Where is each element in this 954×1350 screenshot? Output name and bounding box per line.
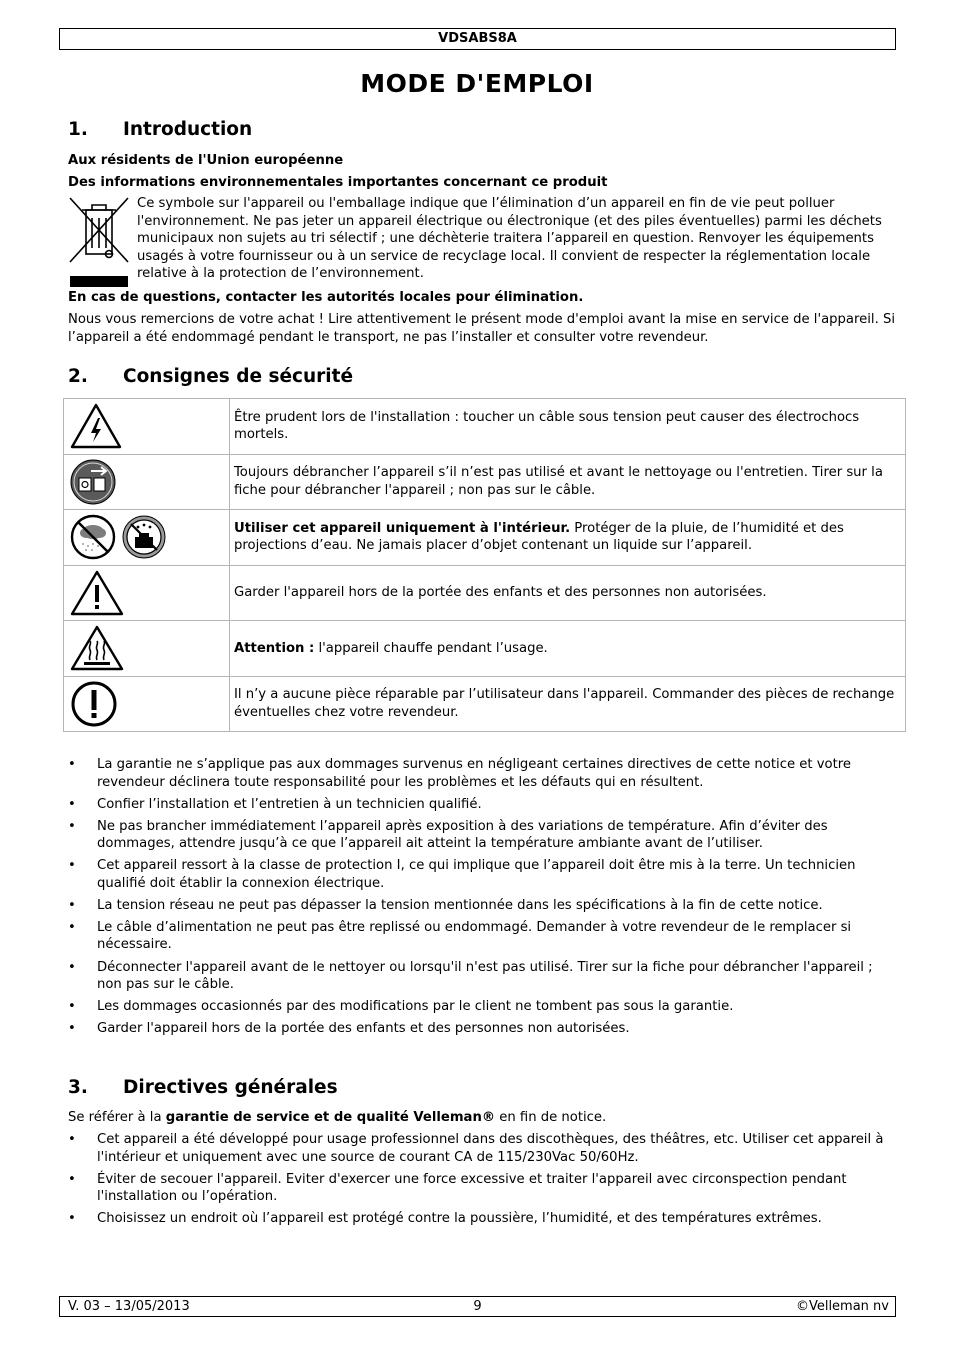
questions-notice: En cas de questions, contacter les autorités locales pour élimination.: [68, 290, 584, 305]
section-2-heading: [68, 365, 353, 389]
safety-icon-cell: [64, 621, 230, 677]
section-3-heading: [68, 1076, 338, 1100]
section-1-title: Introduction: [123, 119, 253, 140]
section-2-title: Consignes de sécurité: [123, 366, 354, 387]
document-footer: [59, 1296, 896, 1317]
safety-text-cell: [230, 565, 906, 621]
section-3-title: Directives générales: [123, 1077, 338, 1098]
safety-bold-text: Utiliser cet appareil uniquement à l'intérieur.: [234, 520, 571, 536]
eu-residents-heading: Aux résidents de l'Union européenne: [68, 153, 344, 168]
list-item: • Le câble d’alimentation ne peut pas être replissé ou endommagé. Demander à votre revendeur de le remplacer si nécessaire.: [68, 919, 898, 954]
document-header: [59, 28, 896, 50]
list-item: • Cet appareil a été développé pour usage professionnel dans des discothèques, des théâtres, etc. Utiliser cet appareil à l'intérieur et uniquement avec une source de courant CA de 115/230Vac 50/60Hz.: [68, 1131, 898, 1166]
safety-row: [64, 454, 906, 510]
warranty-intro-text: Se référer à la: [68, 1110, 166, 1125]
safety-row: [64, 399, 906, 455]
safety-text: Être prudent lors de l'installation : toucher un câble sous tension peut causer des électrochocs mortels.: [234, 409, 860, 443]
list-item: • Garder l'appareil hors de la portée des enfants et des personnes non autorisées.: [68, 1020, 898, 1038]
list-item: • Les dommages occasionnés par des modifications par le client ne tombent pas sous la garantie.: [68, 998, 898, 1016]
safety-text-cell: [230, 621, 906, 677]
safety-row: [64, 621, 906, 677]
no-rain-icon: [69, 513, 117, 561]
safety-text: Toujours débrancher l’appareil s’il n’est pas utilisé et avant le nettoyage ou l'entretien. Tirer sur la fiche pour débrancher l'appareil ; non pas sur le câble.: [234, 465, 883, 498]
safety-text: Garder l'appareil hors de la portée des enfants et des personnes non autorisées.: [234, 585, 767, 600]
safety-icon-cell: [64, 399, 230, 455]
unplug-icon: [69, 458, 229, 506]
list-item: • Cet appareil ressort à la classe de protection I, ce qui implique que l’appareil doit être mis à la terre. Un technicien qualifié doit établir la connexion électrique.: [68, 857, 898, 892]
weee-crossed-bin-icon: [68, 196, 132, 288]
safety-text: l'appareil chauffe pendant l’usage.: [314, 640, 548, 656]
warranty-name: garantie de service et de qualité Velleman®: [165, 1110, 496, 1125]
safety-row: [64, 565, 906, 621]
model-number: VDSABS8A: [438, 31, 517, 46]
safety-icon-cell: [64, 510, 230, 566]
safety-row: [64, 676, 906, 732]
hot-surface-icon: [69, 624, 229, 672]
safety-icon-cell: [64, 454, 230, 510]
safety-text: Protéger de la pluie, de l’humidité et des projections d’eau. Ne jamais placer d’objet contenant un liquide sur l’appareil.: [234, 520, 844, 554]
safety-text-cell: [230, 676, 906, 732]
warranty-reference: [68, 1109, 898, 1127]
safety-text: Il n’y a aucune pièce réparable par l’utilisateur dans l'appareil. Commander des pièces de rechange éventuelles chez votre revendeur.: [234, 687, 895, 720]
list-item: • Ne pas brancher immédiatement l’appareil après exposition à des variations de température. Afin d’éviter des dommages, attendre jusqu’à ce que l’appareil ait atteint la température ambiante avant de l’utiliser.: [68, 818, 898, 853]
list-item: • Confier l’installation et l’entretien à un technicien qualifié.: [68, 796, 898, 814]
weee-disposal-text: Ce symbole sur l'appareil ou l'emballage indique que l’élimination d’un appareil en fin de vie peut polluer l'environnement. Ne pas jeter un appareil électrique ou électronique (et des piles éventuelles) parmi les déchets municipaux non sujets au tri sélectif ; une déchèterie traitera l’appareil en question. Renvoyer les équipements usagés à votre fournisseur ou à un service de recyclage local. Il convient de respecter la réglementation locale relative à la protection de l’environnement.: [137, 196, 882, 281]
safety-table: [63, 398, 906, 732]
environment-heading: Des informations environnementales importantes concernant ce produit: [68, 175, 608, 190]
list-item: • Choisissez un endroit où l’appareil est protégé contre la poussière, l’humidité, et des températures extrêmes.: [68, 1210, 898, 1228]
page-number: 9: [473, 1299, 482, 1314]
page-title: MODE D'EMPLOI: [360, 69, 594, 98]
list-item: • Déconnecter l'appareil avant de le nettoyer ou lorsqu'il n'est pas utilisé. Tirer sur la fiche pour débrancher l'appareil ; non pas sur le câble.: [68, 959, 898, 994]
safety-row: [64, 510, 906, 566]
safety-bold-text: Attention :: [234, 640, 315, 656]
section-1-number: 1.: [68, 119, 88, 140]
copyright: ©Velleman nv: [795, 1299, 889, 1314]
general-warning-icon: [69, 569, 229, 617]
no-water-icon: [121, 513, 167, 561]
section-1-heading: [68, 118, 252, 142]
safety-text-cell: [230, 399, 906, 455]
safety-icon-cell: [64, 565, 230, 621]
warranty-outro-text: en fin de notice.: [495, 1110, 607, 1125]
safety-bullet-list: [68, 756, 898, 1042]
version-date: V. 03 – 13/05/2013: [68, 1299, 190, 1314]
no-user-serviceable-parts-icon: [69, 680, 229, 728]
list-item: • Éviter de secouer l'appareil. Eviter d'exercer une force excessive et traiter l'appareil avec circonspection pendant l'installation ou l’opération.: [68, 1171, 898, 1206]
safety-text-cell: [230, 454, 906, 510]
safety-icon-cell: [64, 676, 230, 732]
list-item: • La garantie ne s’applique pas aux dommages survenus en négligeant certaines directives de cette notice et votre revendeur déclinera toute responsabilité pour les problèmes et les défauts qui en résultent.: [68, 756, 898, 791]
safety-text-cell: [230, 510, 906, 566]
section-3-number: 3.: [68, 1077, 88, 1098]
thank-you-paragraph: Nous vous remercions de votre achat ! Lire attentivement le présent mode d'emploi avant la mise en service de l'appareil. Si l’appareil a été endommagé pendant le transport, ne pas l’installer et consulter votre revendeur.: [68, 312, 895, 345]
general-guidelines-list: [68, 1131, 898, 1232]
section-2-number: 2.: [68, 366, 88, 387]
high-voltage-warning-icon: [69, 402, 229, 450]
list-item: • La tension réseau ne peut pas dépasser la tension mentionnée dans les spécifications à la fin de cette notice.: [68, 897, 898, 915]
